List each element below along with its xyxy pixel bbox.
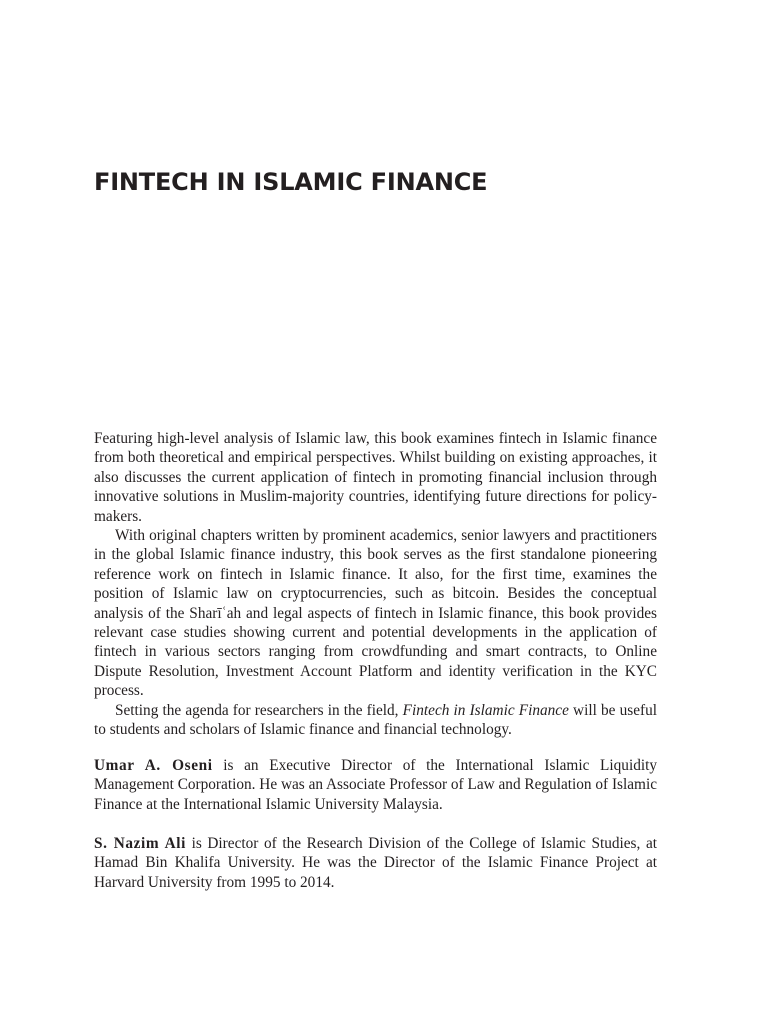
author-name: Umar A. Oseni bbox=[94, 757, 213, 774]
book-title-italic: Fintech in Islamic Finance bbox=[402, 701, 569, 719]
author-bio-oseni bbox=[94, 756, 657, 814]
description-paragraph-3-lead: Setting the agenda for researchers in the field, bbox=[115, 701, 403, 719]
author-bio-ali bbox=[94, 834, 657, 892]
author-name: S. Nazim Ali bbox=[94, 835, 186, 852]
description-paragraph-1: Featuring high-level analysis of Islamic law, this book examines fintech in Islamic finance from both theoretical and empirical perspectives. Whilst building on existing approaches, it also discusses the current application of fintech in promoting financial inclusion through innovative solutions in Muslim-majority countries, identifying future directions for policy-makers. bbox=[94, 430, 657, 525]
page-title: FINTECH IN ISLAMIC FINANCE bbox=[94, 168, 488, 196]
author-bio-text: is Director of the Research Division of the College of Islamic Studies, at Hamad Bin Khalifa University. He was the Director of the Islamic Finance Project at Harvard University from 1995 to 2014. bbox=[94, 835, 657, 891]
author-bio-text: is an Executive Director of the International Islamic Liquidity Management Corporation. He was an Associate Professor of Law and Regulation of Islamic Finance at the International Islamic University Malaysia. bbox=[94, 757, 657, 813]
description-paragraph-3 bbox=[94, 701, 657, 740]
book-description bbox=[94, 429, 657, 740]
description-paragraph-3-tail: will be useful to students and scholars of Islamic finance and financial technology. bbox=[94, 701, 657, 739]
description-paragraph-2: With original chapters written by prominent academics, senior lawyers and practitioners in the global Islamic finance industry, this book serves as the first standalone pioneering reference work on fintech in Islamic finance. It also, for the first time, examines the position of Islamic law on cryptocurrencies, such as bitcoin. Besides the conceptual analysis of the Sharīʿah and legal aspects of fintech in Islamic finance, this book provides relevant case studies showing current and potential developments in the application of fintech in various sectors ranging from crowdfunding and smart contracts, to Online Dispute Resolution, Investment Account Platform and identity verification in the KYC process. bbox=[94, 527, 657, 700]
